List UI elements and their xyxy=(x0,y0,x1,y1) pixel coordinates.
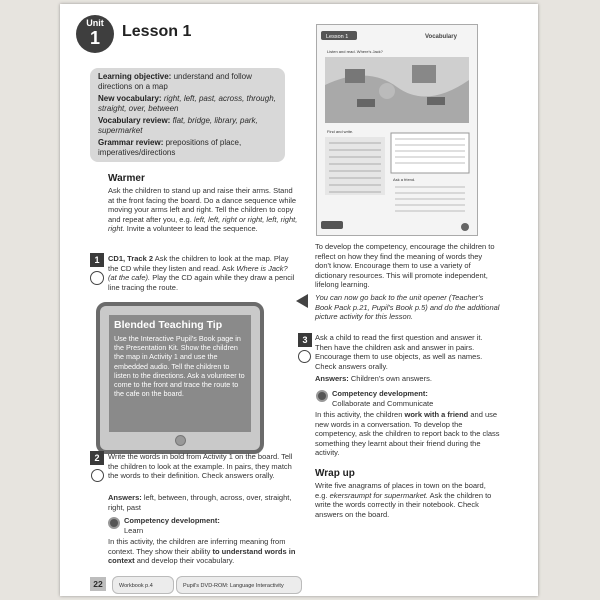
cd-icon xyxy=(90,271,104,285)
learning-objective-label: Learning objective: xyxy=(98,72,172,81)
warmer-heading: Warmer xyxy=(108,173,145,184)
competency-learn-text-a: In this activity, the children are inferring meaning from context. They show their ability xyxy=(108,537,286,556)
competency-learn-icon xyxy=(108,517,120,529)
competency-collaborate-title: Competency development: xyxy=(332,389,428,398)
competency-reflection-text: To develop the competency, encourage the children to reflect on how they find the meaning of words they don't know. Encourage them to use a variety of dictionary resources. This will promote independent, lifelong learning. xyxy=(315,242,495,289)
competency-collaborate-text-a: In this activity, the children xyxy=(315,410,403,419)
unit-number: 1 xyxy=(89,28,100,48)
activity-2-answers xyxy=(108,493,298,512)
activity-1-text xyxy=(108,254,298,292)
activity-1-text-a: Ask the children to look at the map. Play the CD while they listen and read. Ask xyxy=(108,254,289,273)
activity-2-text: Write the words in bold from Activity 1 on the board. Tell the children to look at the example. In pairs, they match the words to their definition. Check answers orally. xyxy=(108,452,293,480)
lesson-title: Lesson 1 xyxy=(122,23,192,40)
competency-collaborate-sub: Collaborate and Communicate xyxy=(332,398,434,408)
teachers-book-page xyxy=(60,4,538,596)
workbook-reference: Workbook p.4 xyxy=(112,576,174,594)
activity-1-track: CD1, Track 2 xyxy=(108,254,154,263)
learning-objective-text: understand and follow directions on a map xyxy=(98,72,252,91)
activity-1-text-b: Play the CD again while they draw a pencil line tracing the route. xyxy=(108,273,295,292)
tablet-screen xyxy=(109,315,251,432)
competency-learn-bold: to understand words in context xyxy=(108,546,296,565)
competency-collaborate-text xyxy=(315,410,500,458)
competency-collaborate-text-b: and use new words in a conversation. To develop the competency, ask the children to report back to the class something they learnt about their friend during the activity. xyxy=(315,410,500,457)
activity-3-answers-text: Children's own answers. xyxy=(350,374,432,383)
thumb-q2: Find and write. xyxy=(327,129,354,134)
wrap-up-text-b: Ask the children to write the words correctly in their notebook. Check answers on the board. xyxy=(315,490,492,519)
thumb-q1: Listen and read. Where's Jack? xyxy=(327,49,383,54)
unit-opener-note xyxy=(315,293,500,322)
thumb-vocab-label: Vocabulary xyxy=(425,34,457,40)
objectives-box xyxy=(90,68,285,162)
tablet-home-button-icon xyxy=(175,435,186,446)
activity-2-number: 2 xyxy=(90,451,104,465)
new-vocabulary-text: right, left, past, across, through, straight, over, between xyxy=(98,94,276,113)
activity-3-text: Ask a child to read the first question and answer it. Then have the children ask and answer in pairs. Encourage them to use objects, as well as names. Check answers orally. xyxy=(315,333,483,371)
wrap-up-text xyxy=(315,481,500,519)
competency-learn-text xyxy=(108,537,298,566)
grammar-review-label: Grammar review: xyxy=(98,138,164,147)
activity-3-answers xyxy=(315,374,500,384)
vocabulary-review-text: flat, bridge, library, park, supermarket xyxy=(98,116,258,135)
warmer-text-italic: left, left, right or right, left, right, right. xyxy=(108,214,298,233)
competency-learn-text-b: and develop their vocabulary. xyxy=(136,556,235,565)
thumbnail-illustration xyxy=(317,25,477,235)
activity-2-answers-label: Answers: xyxy=(108,493,142,502)
warmer-text xyxy=(108,186,298,234)
competency-learn-title: Competency development: xyxy=(124,516,220,525)
activity-3-number: 3 xyxy=(298,333,312,347)
wrap-up-heading: Wrap up xyxy=(315,468,355,479)
activity-1-number: 1 xyxy=(90,253,104,267)
page-number: 22 xyxy=(90,577,106,591)
grammar-review-text: prepositions of place, imperatives/directions xyxy=(98,138,242,157)
unit-word: Unit xyxy=(86,18,104,28)
activity-1-text-italic: Where is Jack? (at the cafe). xyxy=(108,263,288,282)
activity-3-answers-label: Answers: xyxy=(315,374,349,383)
tip-text: Use the Interactive Pupil's Book page in the Presentation Kit. Show the children the map in Activity 1 and use the embedded audio. Tell the children to listen to the directions. Ask a volunteer to come to the front and trace the route to the cafe on the board. xyxy=(114,334,245,399)
competency-collaborate xyxy=(332,389,502,408)
blended-teaching-tip-tablet xyxy=(96,302,264,454)
thumb-lesson-label: Lesson 1 xyxy=(326,34,349,40)
warmer-text-2: Invite a volunteer to lead the sequence. xyxy=(126,224,258,233)
dvd-rom-reference: Pupil's DVD-ROM: Language Interactivity xyxy=(176,576,302,594)
wrap-up-text-a: Write five anagrams of places in town on the board, e.g. xyxy=(315,481,486,500)
competency-learn-sub: Learn xyxy=(124,525,144,535)
unit-opener-note-text: You can now go back to the unit opener (Teacher's Book Pack p.21, Pupil's Book p.5) and do the additional picture activity for this lesson. xyxy=(315,293,500,321)
wrap-up-text-italic: ekersraumpt for supermarket. xyxy=(329,490,428,500)
activity-2-answers-text: left, between, through, across, over, straight, right, past xyxy=(108,493,292,512)
clock-icon-2 xyxy=(298,350,311,363)
pupils-book-thumbnail xyxy=(316,24,478,236)
unit-badge xyxy=(76,15,114,53)
tip-title: Blended Teaching Tip xyxy=(114,319,223,331)
go-back-arrow-icon xyxy=(296,294,308,308)
new-vocabulary-label: New vocabulary: xyxy=(98,94,162,103)
competency-collaborate-icon xyxy=(316,390,328,402)
vocabulary-review-label: Vocabulary review: xyxy=(98,116,171,125)
competency-learn xyxy=(124,516,294,535)
competency-collaborate-bold: work with a friend xyxy=(404,410,469,419)
clock-icon xyxy=(91,469,104,482)
thumb-q3: Ask a friend. xyxy=(393,177,416,182)
warmer-text-1: Ask the children to stand up and raise their arms. Stand at the front facing the board. Do a dance sequence while moving your arms left and right. Tell the children to copy and repeat after you, e.g. xyxy=(108,186,297,224)
